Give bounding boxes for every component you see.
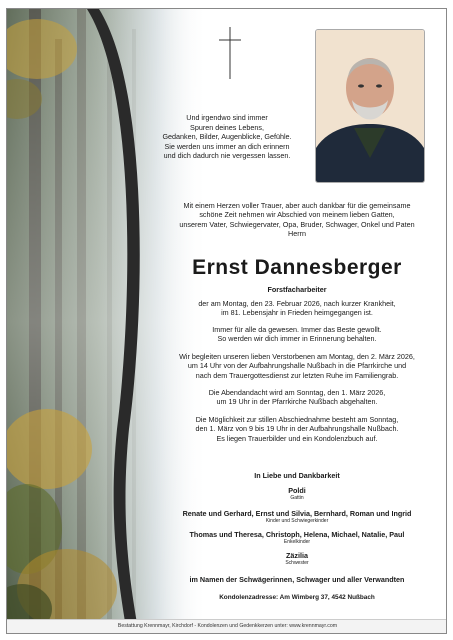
intro-line: Herrn: [288, 228, 306, 238]
funeral-line: Wir begleiten unseren lieben Verstorbenen am Montag, den 2. März 2026,: [179, 352, 415, 361]
death-line: im 81. Lebensjahr in Frieden heimgegangen ist.: [221, 308, 373, 318]
death-notice: [157, 299, 437, 318]
farewell-line: Es liegen Trauerbilder und ein Kondolenzbuch auf.: [216, 433, 378, 443]
portrait-image: [316, 30, 424, 182]
farewell-text: [157, 415, 437, 443]
funeral-text: [157, 352, 437, 380]
mourner-group: [157, 486, 437, 502]
poem-line: Spuren deines Lebens,: [190, 122, 264, 132]
mourner-relation: Schwester: [285, 560, 309, 567]
mourners-closing: im Namen der Schwägerinnen, Schwager und aller Verwandten: [189, 575, 405, 584]
parte-page: [6, 8, 447, 634]
evening-prayer-line: Die Abendandacht wird am Sonntag, den 1. März 2026,: [208, 388, 386, 397]
deceased-profession: Forstfacharbeiter: [267, 285, 327, 294]
footer: Bestattung Krennmayr, Kirchdorf - Kondolenzen und Gedenkkerzen unter: www.krennmayr.com: [7, 619, 447, 633]
mourner-relation: Enkelkinder: [283, 539, 311, 546]
farewell-line: Die Möglichkeit zur stillen Abschiednahme besteht am Sonntag,: [195, 415, 399, 424]
evening-prayer-text: [157, 388, 437, 407]
deceased-name: Ernst Dannesberger: [192, 256, 402, 279]
poem-line: Gedanken, Bilder, Augenblicke, Gefühle.: [162, 132, 292, 142]
cross-icon: [217, 27, 243, 79]
condolence-address: Kondolenzadresse: Am Wimberg 37, 4542 Nußbach: [219, 594, 375, 601]
memory-line: Immer für alle da gewesen. Immer das Beste gewollt.: [212, 325, 382, 334]
poem-line: Sie werden uns immer an dich erinnern: [164, 141, 290, 151]
mourner-group: [157, 530, 437, 546]
intro-line: unserem Vater, Schwiegervater, Opa, Bruder, Schwager, Onkel und Paten: [179, 219, 415, 229]
memory-text: [157, 325, 437, 344]
poem: [147, 113, 307, 161]
mourner-group: [157, 551, 437, 567]
mourner-group: [157, 509, 437, 525]
portrait-photo: [315, 29, 425, 183]
mourner-names: Thomas und Theresa, Christoph, Helena, Michael, Natalie, Paul: [189, 530, 405, 539]
memory-line: So werden wir dich immer in Erinnerung behalten.: [217, 334, 377, 344]
mourners-heading: In Liebe und Dankbarkeit: [254, 471, 340, 480]
mourner-names: Zäzilia: [286, 551, 308, 560]
mourner-names: Renate und Gerhard, Ernst und Silvia, Bernhard, Roman und Ingrid: [182, 509, 412, 518]
funeral-line: nach dem Trauergottesdienst zur letzten Ruhe im Familiengrab.: [195, 370, 399, 380]
mourner-relation: Gattin: [290, 495, 304, 502]
intro-text: [157, 201, 437, 238]
intro-line: Mit einem Herzen voller Trauer, aber auch dankbar für die gemeinsame: [183, 201, 411, 210]
death-line: der am Montag, den 23. Februar 2026, nach kurzer Krankheit,: [198, 299, 396, 308]
evening-prayer-line: um 19 Uhr in der Pfarrkirche Nußbach abgehalten.: [216, 397, 378, 407]
farewell-line: den 1. März von 9 bis 19 Uhr in der Aufbahrungshalle Nußbach.: [195, 424, 399, 434]
funeral-line: um 14 Uhr von der Aufbahrungshalle Nußbach in die Pfarrkirche und: [187, 361, 407, 371]
poem-line: Und irgendwo sind immer: [186, 113, 268, 122]
mourner-names: Poldi: [288, 486, 306, 495]
intro-line: schöne Zeit nehmen wir Abschied von meinem lieben Gatten,: [199, 210, 395, 220]
mourner-relation: Kinder und Schwiegerkinder: [265, 518, 329, 525]
poem-line: und dich dadurch nie vergessen lassen.: [163, 151, 291, 161]
